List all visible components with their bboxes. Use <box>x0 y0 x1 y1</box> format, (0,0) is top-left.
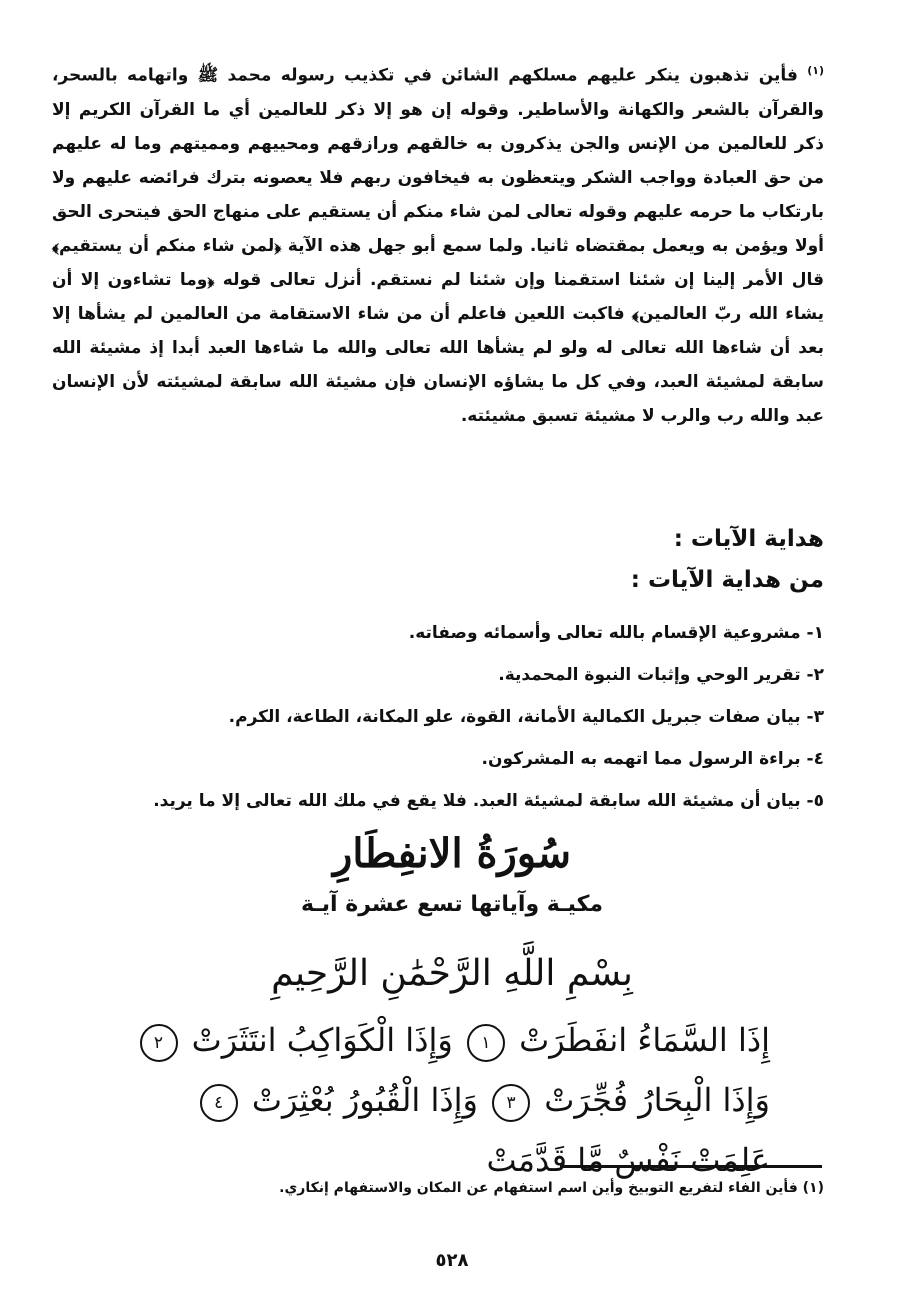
verse-text: عَلِمَتْ نَفْسٌ مَّا قَدَّمَتْ <box>486 1141 770 1179</box>
surah-info: مكيـة وآياتها تسع عشرة آيـة <box>300 892 604 917</box>
footnote-marker: (١) <box>807 64 825 77</box>
surah-title: سُورَةُ الانفِطَارِ <box>333 830 571 877</box>
verse-text: وَإِذَا الْبِحَارُ فُجِّرَتْ <box>544 1081 770 1119</box>
lesson-item: ٢- تقرير الوحي وإثبات النبوة المحمدية. <box>498 665 824 685</box>
section-heading: هداية الآيات : <box>673 526 824 552</box>
verse-number-marker: ٣ <box>492 1084 530 1122</box>
section-subheading: من هداية الآيات : <box>630 567 824 593</box>
footnote-divider <box>560 1165 822 1168</box>
verse-text: وَإِذَا الْكَوَاكِبُ انتَثَرَتْ <box>191 1021 453 1059</box>
lessons-list <box>124 612 824 822</box>
footnote: (١) فأين الفاء لتفريع التوبيخ وأين اسم استفهام عن المكان والاستفهام إنكاري. <box>279 1180 824 1196</box>
quran-verses <box>130 1010 770 1190</box>
lesson-item: ١- مشروعية الإقسام بالله تعالى وأسمائه وصفاته. <box>408 623 824 643</box>
lesson-item: ٣- بيان صفات جبريل الكمالية الأمانة، القوة، علو المكانة، الطاعة، الكرم. <box>228 707 824 727</box>
verse-number-marker: ١ <box>467 1024 505 1062</box>
verse-text: وَإِذَا الْقُبُورُ بُعْثِرَتْ <box>251 1081 478 1119</box>
page-number: ٥٢٨ <box>435 1250 469 1271</box>
basmala: بِسْمِ اللَّهِ الرَّحْمَٰنِ الرَّحِيمِ <box>271 953 633 994</box>
commentary-text: فأين تذهبون ينكر عليهم مسلكهم الشائن في تكذيب رسوله محمد ﷺ واتهامه بالسحر، والقرآن بالشعر والكهانة والأساطير. وقوله إن هو إلا ذكر للعالمين أي ما القرآن الكريم إلا ذكر للعالمين من الإنس والجن يذكرون به خالقهم ورازقهم ومحييهم ومميتهم وما له عليهم من حق العبادة وواجب الشكر ويتعظون به فيخافون ربهم فلا يعصونه بترك فرائضه عليهم ولا بارتكاب ما حرمه عليهم وقوله تعالى لمن شاء منكم أن يستقيم على منهاج الحق فيتحرى الحق أولا ويؤمن به ويعمل بمقتضاه ثانيا. ولما سمع أبو جهل هذه الآية ﴿لمن شاء منكم أن يستقيم﴾ قال الأمر إلينا إن شئنا استقمنا وإن شئنا لم نستقم. أنزل تعالى قوله ﴿وما تشاءون إلا أن يشاء الله ربّ العالمين﴾ فاكبت اللعين فاعلم أن من شاء الاستقامة من العالمين لم يشأها إلا بعد أن شاءها الله تعالى له ولو لم يشأها الله تعالى والله ما شاءها العبد أبدا إذ مشيئة الله سابقة لمشيئة العبد، وفي كل ما يشاؤه الإنسان فإن مشيئة الله سابقة لمشيئته لأن الإنسان عبد والله رب والرب لا مشيئة تسبق مشيئته. <box>52 65 824 426</box>
verse-number-marker: ٢ <box>140 1024 178 1062</box>
lesson-item: ٥- بيان أن مشيئة الله سابقة لمشيئة العبد. فلا يقع في ملك الله تعالى إلا ما يريد. <box>153 791 824 811</box>
lesson-item: ٤- براءة الرسول مما اتهمه به المشركون. <box>481 749 824 769</box>
verse-text: إِذَا السَّمَاءُ انفَطَرَتْ <box>519 1021 770 1059</box>
commentary-paragraph <box>52 54 824 433</box>
verse-number-marker: ٤ <box>200 1084 238 1122</box>
